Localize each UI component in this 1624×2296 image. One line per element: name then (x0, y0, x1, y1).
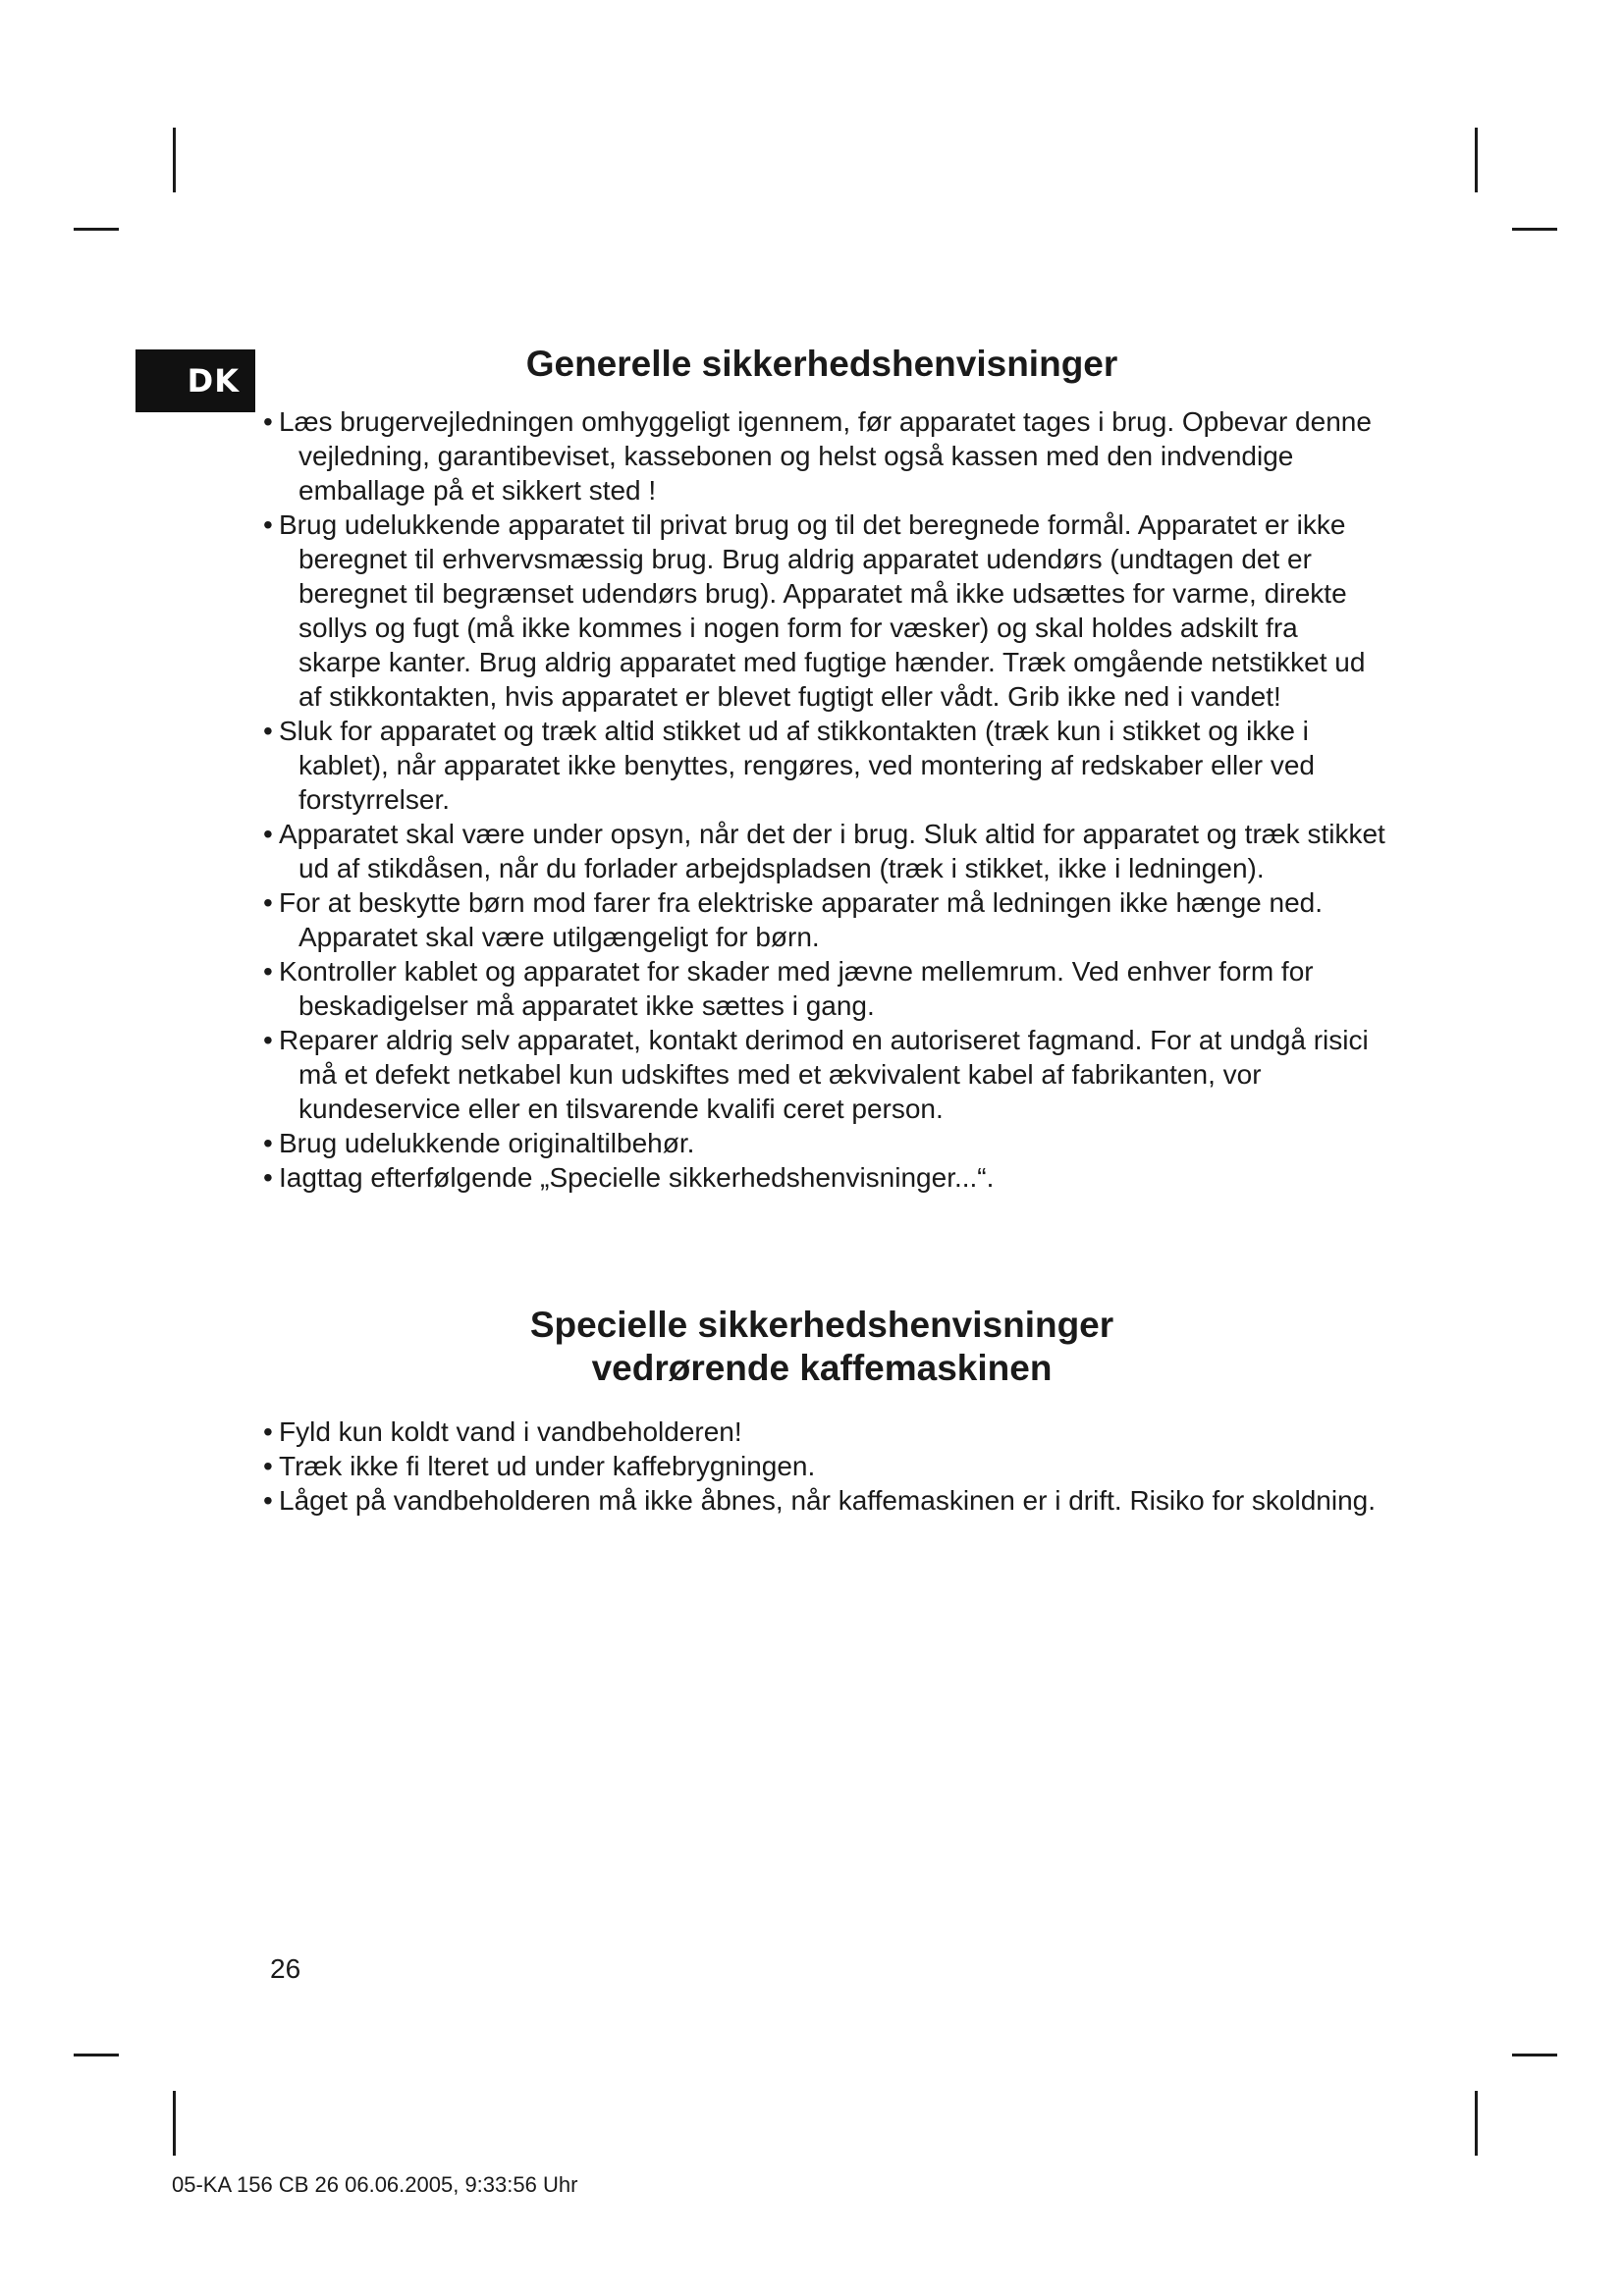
crop-mark-top-left-horizontal (74, 228, 119, 231)
crop-mark-top-right-horizontal (1512, 228, 1557, 231)
list-item: • Træk ikke fi lteret ud under kaffebrygningen. (267, 1449, 1386, 1483)
list-item: • Apparatet skal være under opsyn, når det der i brug. Sluk altid for apparatet og træk stikket ud af stikdåsen, når du forlader arbejdspladsen (træk i stikket, ikke i ledningen). (267, 817, 1386, 885)
list-item: • Låget på vandbeholderen må ikke åbnes, når kaffemaskinen er i drift. Risiko for skoldning. (267, 1483, 1386, 1518)
list-item: • Brug udelukkende originaltilbehør. (267, 1126, 1386, 1160)
crop-mark-bottom-right-vertical (1475, 2091, 1478, 2156)
print-footer: 05-KA 156 CB 26 06.06.2005, 9:33:56 Uhr (172, 2172, 578, 2197)
list-item: • For at beskytte børn mod farer fra elektriske apparater må ledningen ikke hænge ned. Apparatet skal være utilgængeligt for børn. (267, 885, 1386, 954)
list-item: • Brug udelukkende apparatet til privat brug og til det beregnede formål. Apparatet er ikke beregnet til erhvervsmæssig brug. Brug aldrig apparatet udendørs (undtagen det er beregnet til begrænset udendørs brug). Apparatet må ikke udsættes for varme, direkte sollys og fugt (må ikke kommes i nogen form for væsker) og skal holdes adskilt fra skarpe kanter. Brug aldrig apparatet med fugtige hænder. Træk omgående netstikket ud af stikkontakten, hvis apparatet er blevet fugtigt eller vådt. Grib ikke ned i vandet! (267, 507, 1386, 714)
crop-mark-bottom-left-vertical (173, 2091, 176, 2156)
special-safety-heading-line2: vedrørende kaffemaskinen (591, 1348, 1053, 1388)
special-safety-heading (236, 1304, 1408, 1390)
crop-mark-top-right-vertical (1475, 128, 1478, 192)
language-tab: DK (135, 349, 255, 412)
special-safety-heading-line1: Specielle sikkerhedshenvisninger (529, 1305, 1114, 1345)
list-item: • Iagttag efterfølgende „Specielle sikkerhedshenvisninger...“. (267, 1160, 1386, 1195)
list-item: • Fyld kun koldt vand i vandbeholderen! (267, 1415, 1386, 1449)
crop-mark-bottom-right-horizontal (1512, 2054, 1557, 2056)
page-number: 26 (270, 1953, 301, 1984)
general-safety-heading: Generelle sikkerhedshenvisninger (525, 344, 1118, 384)
general-safety-list (267, 404, 1386, 1195)
list-item: • Læs brugervejledningen omhyggeligt igennem, før apparatet tages i brug. Opbevar denne vejledning, garantibeviset, kassebonen og helst også kassen med den indvendige emballage på et sikkert sted ! (267, 404, 1386, 507)
list-item: • Sluk for apparatet og træk altid stikket ud af stikkontakten (træk kun i stikket og ikke i kablet), når apparatet ikke benyttes, rengøres, ved montering af redskaber eller ved forstyrrelser. (267, 714, 1386, 817)
crop-mark-bottom-left-horizontal (74, 2054, 119, 2056)
crop-mark-top-left-vertical (173, 128, 176, 192)
list-item: • Kontroller kablet og apparatet for skader med jævne mellemrum. Ved enhver form for beskadigelser må apparatet ikke sættes i gang. (267, 954, 1386, 1023)
special-safety-list (267, 1415, 1386, 1518)
list-item: • Reparer aldrig selv apparatet, kontakt derimod en autoriseret fagmand. For at undgå risici må et defekt netkabel kun udskiftes med et ækvivalent kabel af fabrikanten, vor kundeservice eller en tilsvarende kvalifi ceret person. (267, 1023, 1386, 1126)
